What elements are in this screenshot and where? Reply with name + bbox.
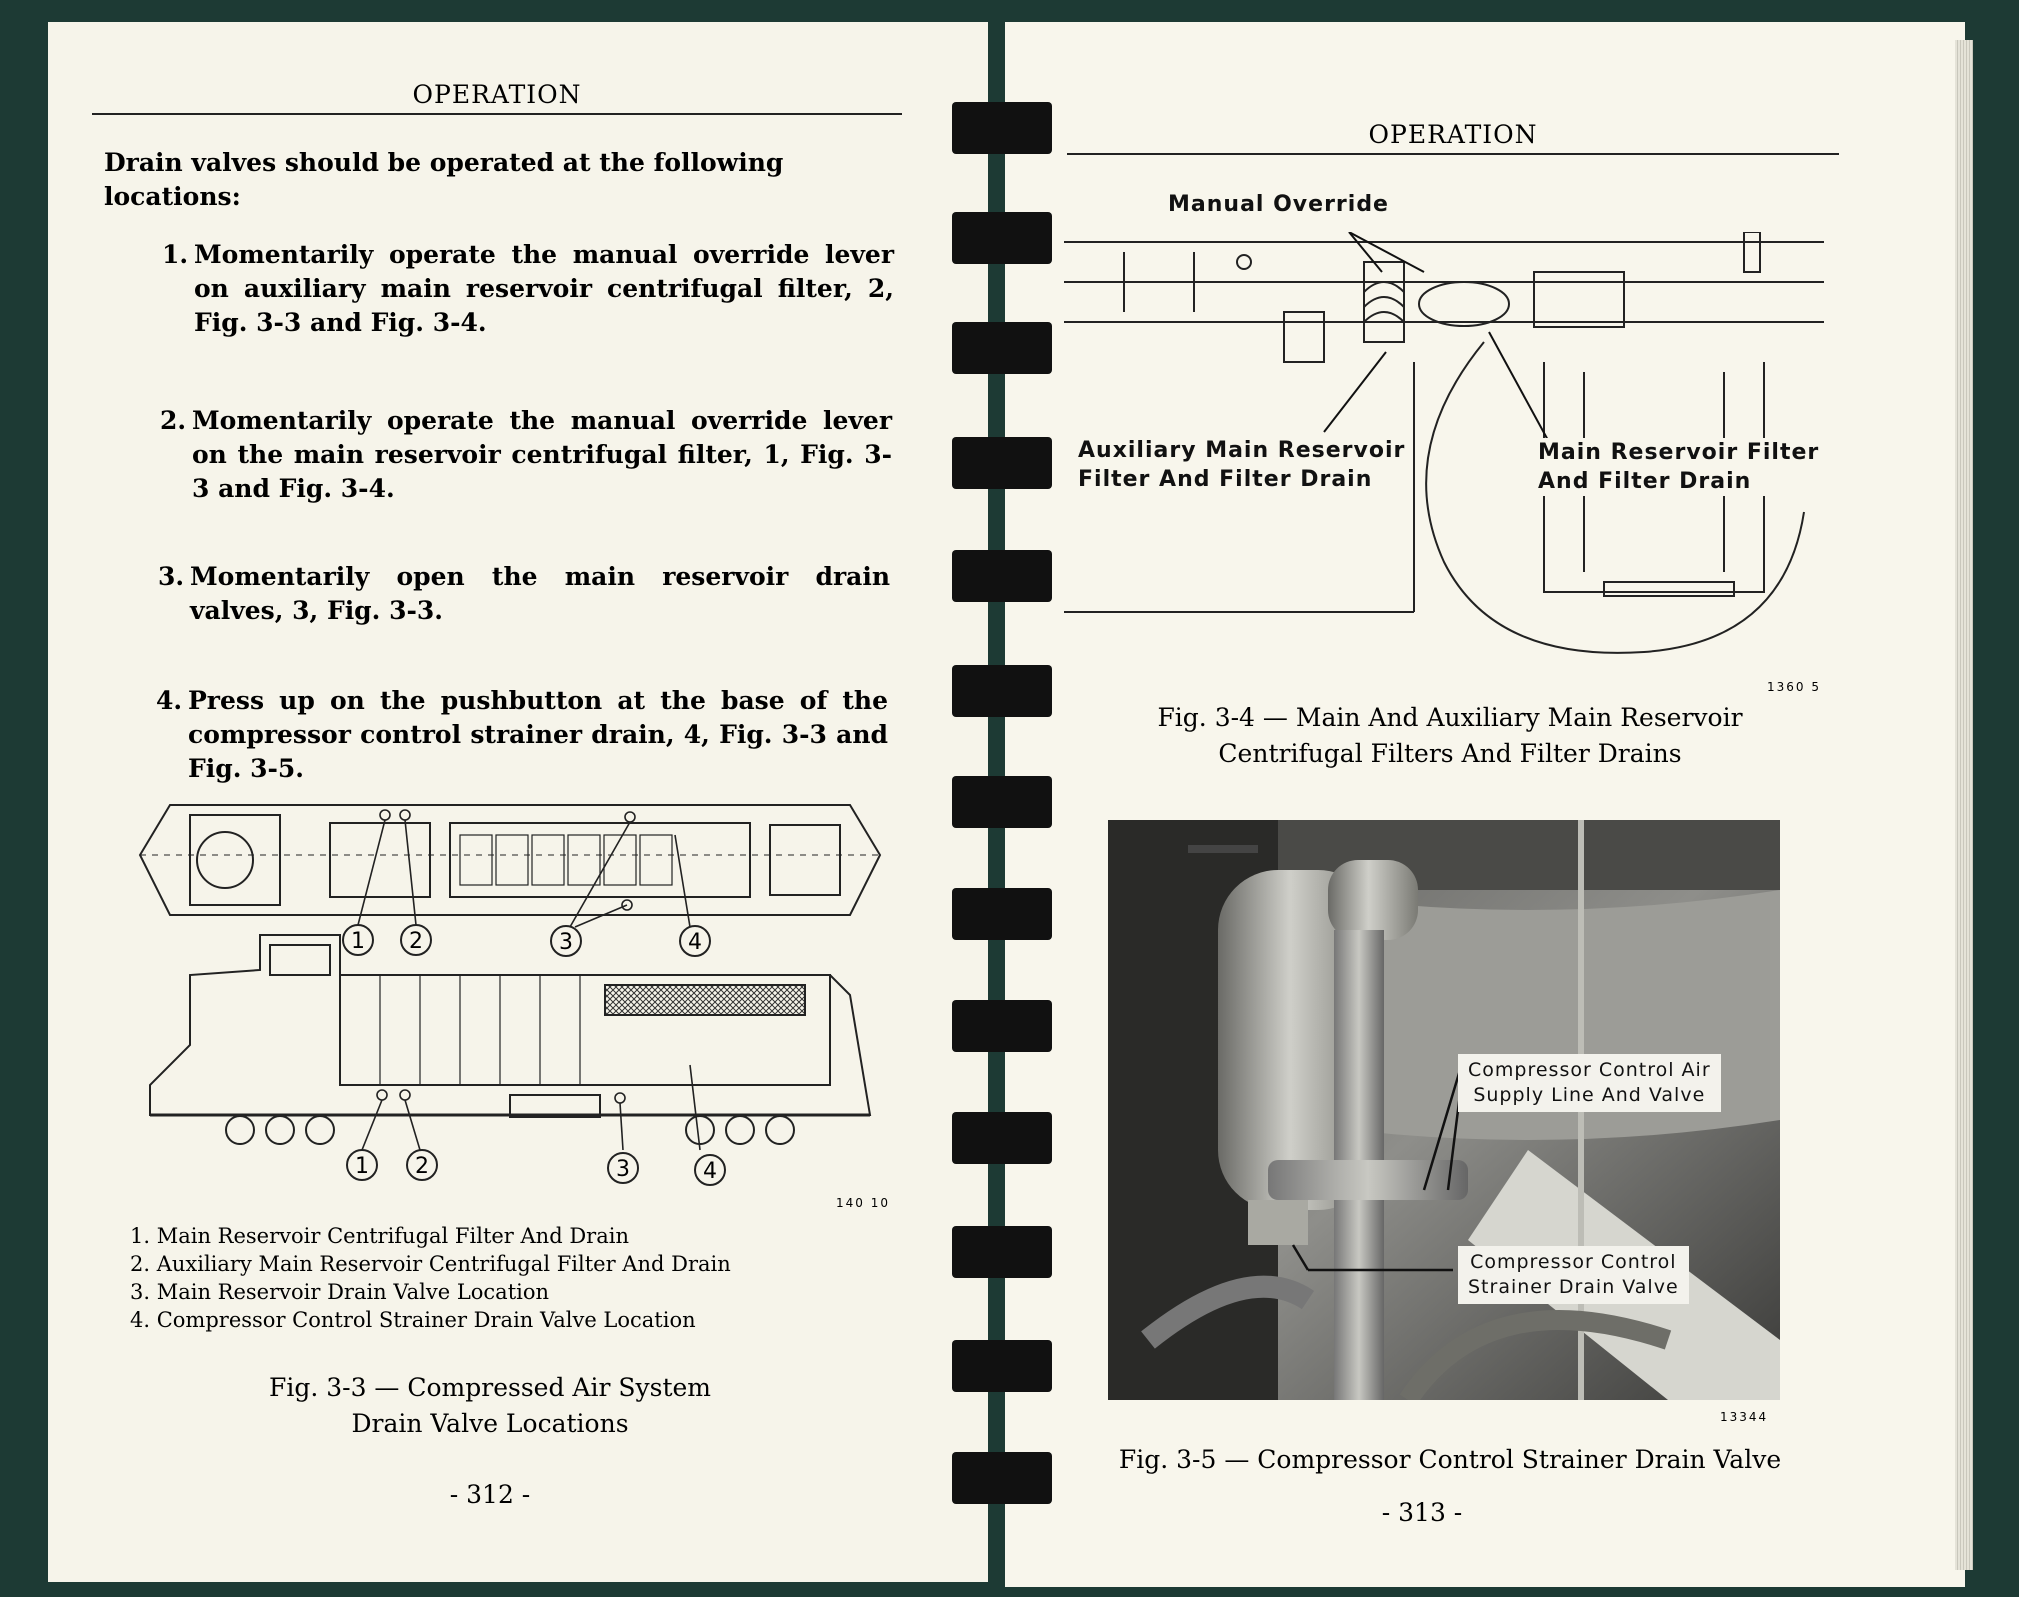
callout-3: 3 [559,930,573,955]
intro-paragraph: Drain valves should be operated at the following locations: [104,148,784,211]
label-line: Compressor Control Air [1468,1059,1711,1081]
fig3-3-number: 140 10 [836,1196,890,1210]
page-number-left: - 312 - [449,1480,531,1509]
label-manual-override: Manual Override [1168,192,1389,217]
right-page-header: OPERATION [1067,120,1839,155]
step-number: 3. [158,562,185,591]
step-number: 2. [160,406,187,435]
callout-2: 2 [409,929,423,954]
legend-item: 3. Main Reservoir Drain Valve Location [130,1280,550,1304]
caption-line: Centrifugal Filters And Filter Drains [1218,739,1682,768]
leader-lines [1324,232,1549,442]
caption-line: Fig. 3-3 — Compressed Air System [268,1373,711,1402]
label-main-filter [1538,438,1819,496]
fig3-3-caption [200,1370,780,1442]
locomotive-top-view [140,805,880,915]
callout-1: 1 [351,929,365,954]
legend-item: 1. Main Reservoir Centrifugal Filter And Drain [130,1224,629,1248]
label-strainer-drain [1458,1246,1689,1304]
callout-3: 3 [616,1157,630,1182]
locomotive-diagram [130,795,890,1195]
label-supply-line [1458,1054,1721,1112]
fig3-4-number: 1360 5 [1767,680,1821,694]
callout-4: 4 [703,1159,717,1184]
locomotive-callouts-side [347,1150,725,1185]
page-number-right: - 313 - [1381,1498,1463,1527]
step-number: 4. [156,686,183,715]
label-line: And Filter Drain [1538,469,1752,494]
step-text: Momentarily operate the manual override lever on the main reservoir centrifugal filter, 1, Fig. 3-3 and Fig. 3-4. [192,406,892,503]
step-1 [162,238,902,340]
caption-line: Drain Valve Locations [351,1409,629,1438]
label-aux-filter [1078,436,1405,494]
fig3-5-caption: Fig. 3-5 — Compressor Control Strainer Drain Valve [1118,1445,1782,1474]
step-text: Momentarily operate the manual override lever on auxiliary main reservoir centrifugal filter, 2, Fig. 3-3 and Fig. 3-4. [194,240,894,337]
fig3-5-number: 13344 [1720,1410,1769,1424]
step-text: Momentarily open the main reservoir drain valves, 3, Fig. 3-3. [190,562,890,625]
callout-4: 4 [688,930,702,955]
locomotive-side-view [150,935,870,1144]
label-line: Compressor Control [1470,1251,1677,1273]
callout-markers-side [362,1065,700,1150]
step-number: 1. [162,240,189,269]
label-line: Main Reservoir Filter [1538,440,1820,465]
callout-2: 2 [415,1154,429,1179]
locomotive-callouts-top [343,925,710,956]
legend-item: 4. Compressor Control Strainer Drain Valve Location [130,1308,696,1332]
spiral-binding [952,0,1052,1597]
callout-1: 1 [355,1154,369,1179]
label-line: Auxiliary Main Reservoir [1078,438,1406,463]
caption-line: Fig. 3-4 — Main And Auxiliary Main Reservoir [1157,703,1743,732]
step-3 [158,560,898,628]
step-4 [156,684,896,786]
fig3-4-caption [1090,700,1810,772]
step-text: Press up on the pushbutton at the base of the compressor control strainer drain, 4, Fig. 3-3 and Fig. 3-5. [188,686,888,783]
label-line: Supply Line And Valve [1473,1084,1706,1106]
step-2 [160,404,900,506]
figure-legend [130,1222,890,1334]
label-line: Filter And Filter Drain [1078,467,1373,492]
left-page-header: OPERATION [92,80,902,115]
page-edges [1955,40,1973,1570]
label-line: Strainer Drain Valve [1468,1276,1679,1298]
legend-item: 2. Auxiliary Main Reservoir Centrifugal Filter And Drain [130,1252,731,1276]
